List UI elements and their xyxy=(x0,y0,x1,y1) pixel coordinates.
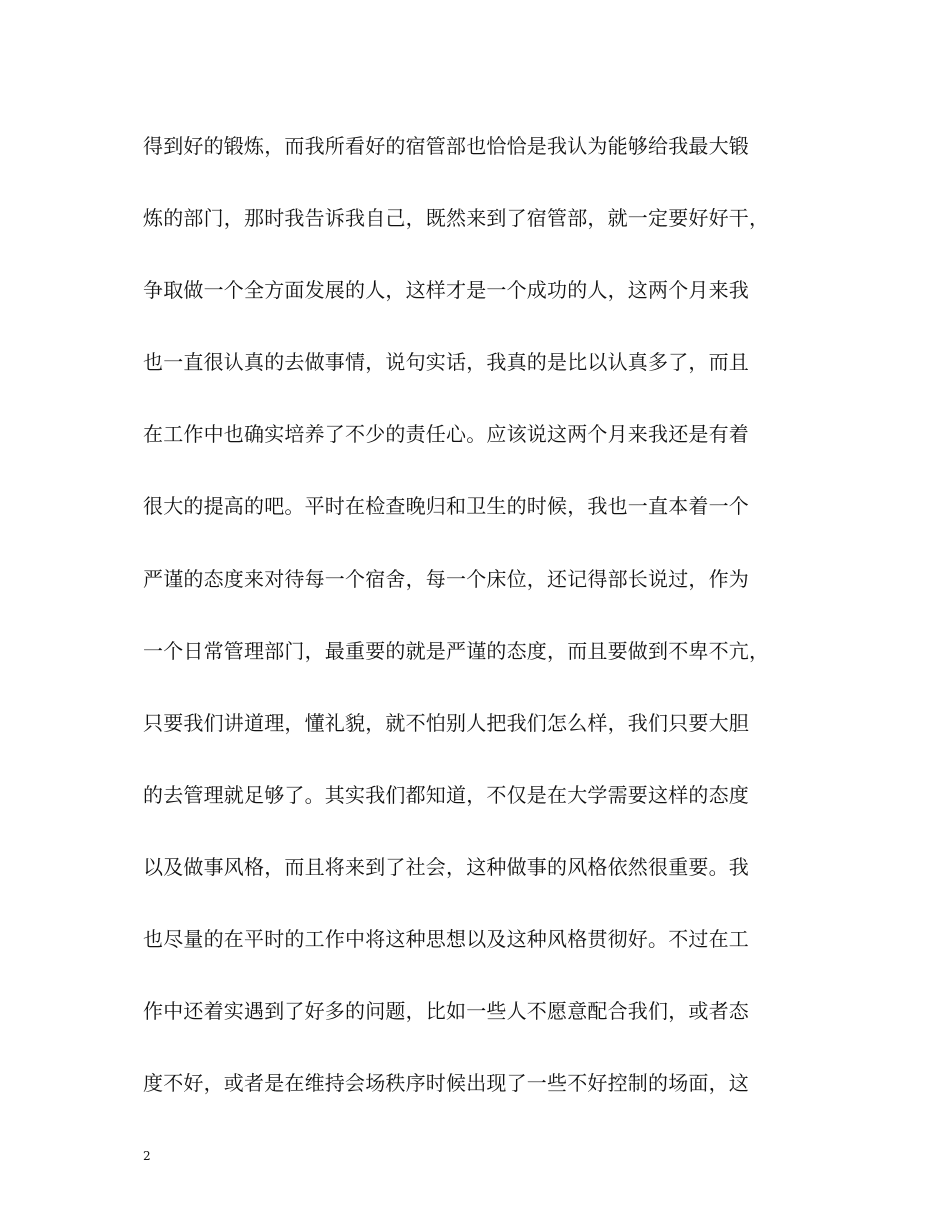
text-line-2: 炼的部门，那时我告诉我自己，既然来到了宿管部，就一定要好好干， xyxy=(143,206,770,231)
body-text xyxy=(143,122,823,1131)
text-line-8: 一个日常管理部门，最重要的就是严谨的态度，而且要做到不卑不亢， xyxy=(143,638,770,663)
text-line-1: 得到好的锻炼，而我所看好的宿管部也恰恰是我认为能够给我最大锻 xyxy=(143,134,749,158)
page-number: 2 xyxy=(143,1149,151,1163)
text-line-10: 的去管理就足够了。其实我们都知道，不仅是在大学需要这样的态度 xyxy=(143,782,749,807)
text-line-5: 在工作中也确实培养了不少的责任心。应该说这两个月来我还是有着 xyxy=(143,422,749,447)
text-line-9: 只要我们讲道理，懂礼貌，就不怕别人把我们怎么样，我们只要大胆 xyxy=(143,710,749,735)
text-line-6: 很大的提高的吧。平时在检查晚归和卫生的时候，我也一直本着一个 xyxy=(143,494,749,519)
text-line-3: 争取做一个全方面发展的人，这样才是一个成功的人，这两个月来我 xyxy=(143,278,749,303)
text-line-11: 以及做事风格，而且将来到了社会，这种做事的风格依然很重要。我 xyxy=(143,854,749,879)
text-line-13: 作中还着实遇到了好多的问题，比如一些人不愿意配合我们，或者态 xyxy=(143,999,749,1024)
text-line-4: 也一直很认真的去做事情，说句实话，我真的是比以认真多了，而且 xyxy=(143,350,749,375)
text-line-14: 度不好，或者是在维持会场秩序时候出现了一些不好控制的场面，这 xyxy=(143,1071,749,1096)
text-line-7: 严谨的态度来对待每一个宿舍，每一个床位，还记得部长说过，作为 xyxy=(143,566,749,591)
text-line-12: 也尽量的在平时的工作中将这种思想以及这种风格贯彻好。不过在工 xyxy=(143,927,749,952)
